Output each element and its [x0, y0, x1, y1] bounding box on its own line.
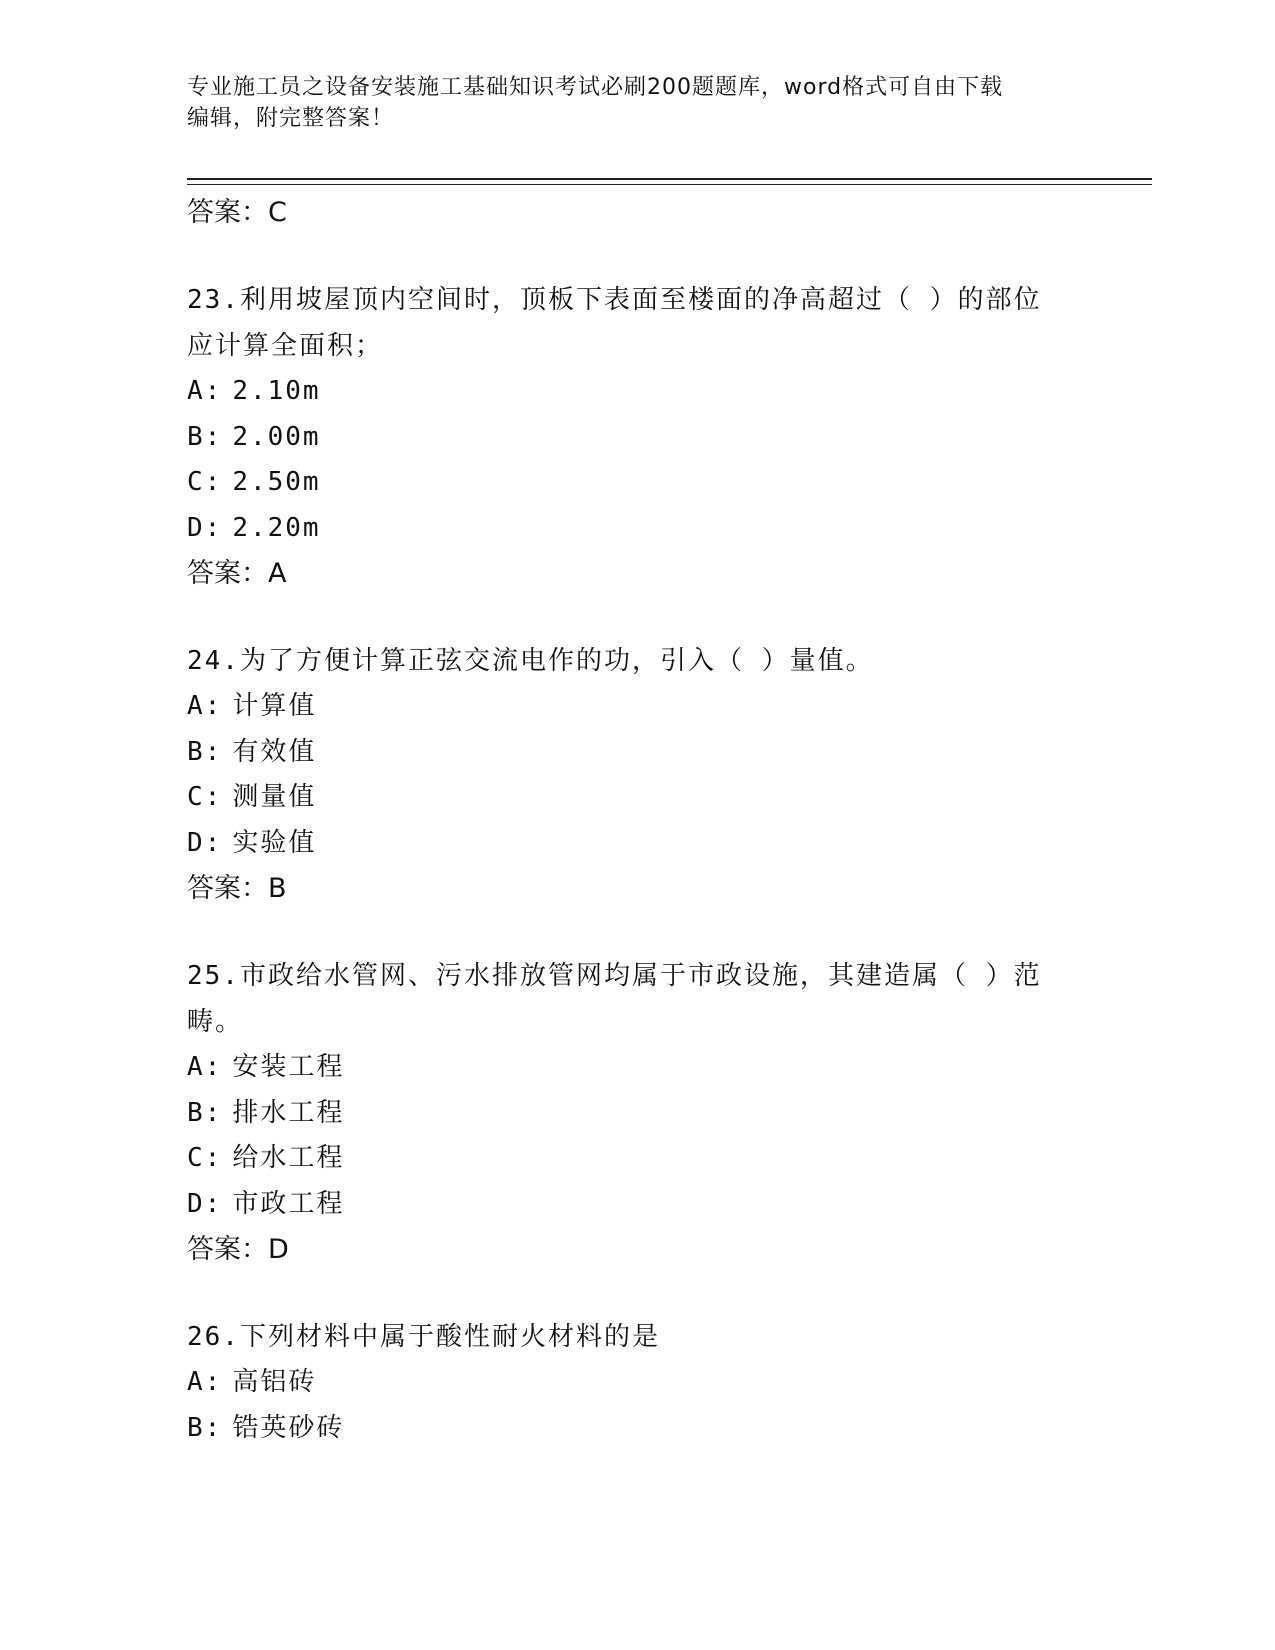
option-row — [187, 684, 1087, 730]
option-key: B: — [187, 736, 223, 767]
option-text: 实验值 — [232, 827, 317, 858]
option-row — [187, 1360, 1087, 1406]
question-block — [187, 638, 1087, 912]
question-text: 畴。 — [187, 1007, 244, 1037]
option-text: 市政工程 — [232, 1188, 345, 1219]
option-text: 计算值 — [232, 691, 317, 721]
question-text: 应计算全面积； — [187, 331, 384, 361]
option-row — [187, 1406, 1087, 1452]
option-text: 2.20m — [232, 512, 321, 543]
option-key: C: — [187, 782, 223, 812]
option-row — [187, 775, 1087, 821]
option-text: 测量值 — [232, 782, 317, 812]
question-text: 25.市政给水管网、污水排放管网均属于市政设施，其建造属（ ）范 — [187, 961, 1042, 991]
question-block — [187, 953, 1087, 1273]
option-row — [187, 460, 1087, 506]
option-text: 给水工程 — [232, 1143, 345, 1173]
option-key: C: — [187, 1143, 223, 1173]
option-text: 有效值 — [232, 736, 317, 767]
option-text: 排水工程 — [232, 1097, 345, 1128]
question-list — [187, 190, 1087, 1451]
question-block — [187, 1314, 1087, 1451]
question-text: 24.为了方便计算正弦交流电作的功，引入（ ）量值。 — [187, 646, 874, 676]
answer-line: 答案：D — [187, 1234, 289, 1265]
option-text: 2.10m — [232, 376, 321, 406]
header-line-2: 编辑，附完整答案！ — [187, 106, 395, 131]
option-text: 高铝砖 — [232, 1367, 317, 1397]
option-key: A: — [187, 1052, 223, 1082]
answer-line: 答案：A — [187, 558, 287, 589]
option-key: B: — [187, 421, 223, 452]
option-key: A: — [187, 691, 223, 721]
answer-line: 答案：C — [187, 197, 287, 228]
option-row — [187, 1182, 1087, 1228]
header-divider-thin — [187, 184, 1152, 185]
option-row — [187, 369, 1087, 415]
option-key: D: — [187, 1188, 223, 1219]
question-text: 23.利用坡屋顶内空间时，顶板下表面至楼面的净高超过（ ）的部位 — [187, 285, 1042, 315]
header-line-1: 专业施工员之设备安装施工基础知识考试必刷200题题库，word格式可自由下载 — [187, 75, 1004, 100]
document-header — [187, 72, 1087, 134]
option-text: 2.00m — [232, 421, 321, 452]
option-text: 2.50m — [232, 467, 321, 497]
question-block — [187, 277, 1087, 597]
option-row — [187, 730, 1087, 776]
option-key: A: — [187, 376, 223, 406]
option-row — [187, 1136, 1087, 1182]
option-key: B: — [187, 1097, 223, 1128]
option-row — [187, 1045, 1087, 1091]
option-key: C: — [187, 467, 223, 497]
option-key: D: — [187, 512, 223, 543]
answer-line: 答案：B — [187, 873, 287, 904]
option-row — [187, 415, 1087, 461]
header-divider-thick — [187, 178, 1152, 180]
option-row — [187, 821, 1087, 867]
option-key: A: — [187, 1367, 223, 1397]
option-text: 锆英砂砖 — [232, 1412, 345, 1443]
option-key: B: — [187, 1412, 223, 1443]
option-row — [187, 506, 1087, 552]
question-text: 26.下列材料中属于酸性耐火材料的是 — [187, 1322, 660, 1352]
option-row — [187, 1091, 1087, 1137]
option-key: D: — [187, 827, 223, 858]
option-text: 安装工程 — [232, 1052, 345, 1082]
